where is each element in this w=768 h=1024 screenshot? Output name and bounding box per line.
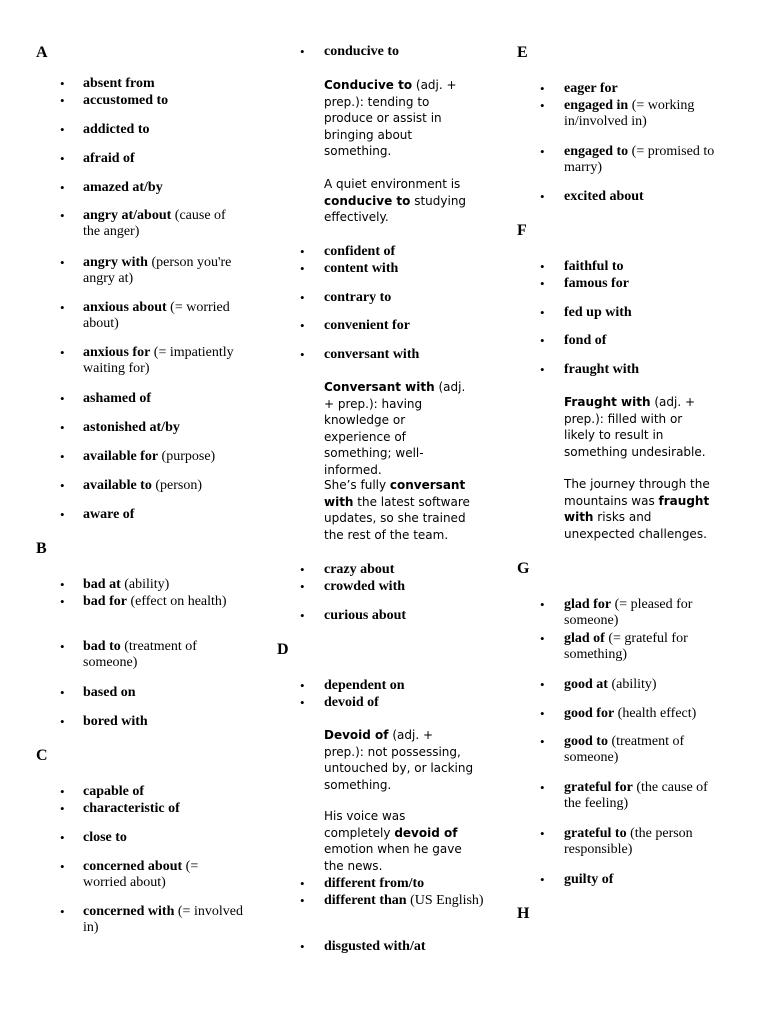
term: bad for — [83, 594, 127, 609]
term: bad to — [83, 639, 121, 654]
list-item — [540, 826, 724, 858]
term: aware of — [83, 507, 135, 522]
list-item-text — [83, 714, 243, 730]
bullet-icon: • — [60, 685, 65, 700]
list-item-text — [83, 639, 243, 671]
list-item-text — [83, 93, 243, 109]
list-item — [60, 208, 243, 240]
note-text: A quiet environment is — [324, 177, 461, 191]
list-item-text — [83, 685, 243, 701]
list-item — [60, 420, 243, 436]
bullet-icon: • — [540, 362, 545, 377]
bullet-icon: • — [60, 859, 65, 874]
list-item — [60, 255, 243, 287]
list-item — [60, 76, 243, 92]
list-item — [540, 259, 724, 275]
list-item — [60, 391, 243, 407]
list-item — [540, 362, 724, 378]
bullet-icon: • — [60, 255, 65, 270]
bullet-icon: • — [540, 98, 545, 113]
bullet-icon: • — [300, 347, 305, 362]
list-item-text — [324, 893, 484, 909]
list-item — [60, 507, 243, 523]
section-heading: F — [517, 222, 527, 239]
list-item — [540, 81, 724, 97]
list-item-text — [564, 259, 724, 275]
bullet-icon: • — [540, 305, 545, 320]
term: disgusted with/at — [324, 939, 426, 954]
list-item — [60, 345, 243, 377]
list-item-text — [564, 305, 724, 321]
bullet-icon: • — [60, 594, 65, 609]
list-item-text — [564, 144, 724, 176]
term: engaged to — [564, 144, 629, 159]
list-item-text — [324, 44, 484, 60]
note-text: risks and unexpected challenges. — [564, 510, 707, 541]
bullet-icon: • — [60, 180, 65, 195]
list-item — [300, 579, 484, 595]
list-item-text — [83, 122, 243, 138]
list-item — [60, 784, 243, 800]
term: grateful to — [564, 826, 627, 841]
definition-note — [324, 808, 474, 874]
bullet-icon: • — [300, 579, 305, 594]
list-item-text — [324, 347, 484, 363]
list-item-text — [83, 391, 243, 407]
bullet-icon: • — [540, 333, 545, 348]
term: anxious for — [83, 345, 151, 360]
list-item — [540, 872, 724, 888]
term: glad of — [564, 631, 605, 646]
list-item-text — [83, 420, 243, 436]
definition-note — [324, 77, 474, 160]
term: crowded with — [324, 579, 406, 594]
term: astonished at/by — [83, 420, 180, 435]
list-item — [60, 685, 243, 701]
term-gloss: (= impatiently waiting for) — [83, 345, 234, 376]
list-item — [300, 939, 484, 955]
term: bad at — [83, 577, 121, 592]
term: crazy about — [324, 562, 395, 577]
bullet-icon: • — [60, 784, 65, 799]
list-item — [60, 180, 243, 196]
term: guilty of — [564, 872, 614, 887]
note-bold: Conducive to — [324, 78, 413, 92]
term: good for — [564, 706, 615, 721]
term: close to — [83, 830, 127, 845]
term: available to — [83, 478, 152, 493]
list-item-text — [564, 677, 724, 693]
bullet-icon: • — [540, 780, 545, 795]
term: contrary to — [324, 290, 392, 305]
bullet-icon: • — [60, 122, 65, 137]
bullet-icon: • — [300, 939, 305, 954]
note-text: The journey through the mountains was — [564, 477, 710, 508]
list-item — [60, 830, 243, 846]
list-item-text — [564, 98, 724, 130]
bullet-icon: • — [540, 597, 545, 612]
bullet-icon: • — [540, 631, 545, 646]
term: bored with — [83, 714, 148, 729]
note-text: (adj. + prep.): filled with or likely to result in something undesirable. — [564, 395, 706, 459]
list-item-text — [564, 734, 724, 766]
term-gloss: (= worried about) — [83, 300, 230, 331]
bullet-icon: • — [540, 81, 545, 96]
list-item-text — [564, 81, 724, 97]
list-item — [60, 93, 243, 109]
list-item — [540, 780, 724, 812]
bullet-icon: • — [540, 826, 545, 841]
section-heading: H — [517, 905, 530, 922]
bullet-icon: • — [300, 678, 305, 693]
list-item — [540, 333, 724, 349]
term: convenient for — [324, 318, 410, 333]
bullet-icon: • — [60, 345, 65, 360]
note-text: (adj. + prep.): not possessing, untouched by, or lacking something. — [324, 728, 474, 792]
list-item — [60, 449, 243, 465]
list-item — [300, 244, 484, 260]
bullet-icon: • — [60, 449, 65, 464]
term: eager for — [564, 81, 618, 96]
term: ashamed of — [83, 391, 152, 406]
bullet-icon: • — [60, 76, 65, 91]
list-item — [540, 677, 724, 693]
list-item-text — [83, 478, 243, 494]
list-item — [60, 639, 243, 671]
list-item-text — [83, 784, 243, 800]
list-item — [300, 261, 484, 277]
term: anxious about — [83, 300, 167, 315]
list-item-text — [324, 562, 484, 578]
bullet-icon: • — [540, 677, 545, 692]
definition-note — [324, 379, 474, 478]
term-gloss: (= working in/involved in) — [564, 98, 695, 129]
bullet-icon: • — [300, 608, 305, 623]
section-heading: E — [517, 44, 528, 61]
list-item-text — [564, 276, 724, 292]
list-item — [60, 151, 243, 167]
term-gloss: (cause of the anger) — [83, 208, 226, 239]
list-item — [540, 631, 724, 663]
section-heading: A — [36, 44, 48, 61]
list-item-text — [564, 780, 724, 812]
term: fond of — [564, 333, 607, 348]
list-item-text — [83, 255, 243, 287]
term: different than — [324, 893, 407, 908]
note-bold: Conversant with — [324, 380, 435, 394]
term: accustomed to — [83, 93, 169, 108]
term-gloss: (ability) — [120, 577, 170, 592]
term-gloss: (ability) — [607, 677, 657, 692]
list-item — [300, 290, 484, 306]
term: excited about — [564, 189, 644, 204]
term-gloss: (= pleased for someone) — [564, 597, 693, 628]
term: curious about — [324, 608, 407, 623]
term: angry at/about — [83, 208, 172, 223]
term: addicted to — [83, 122, 150, 137]
bullet-icon: • — [60, 801, 65, 816]
list-item-text — [324, 318, 484, 334]
note-text: (adj. + prep.): tending to produce or assist in bringing about something. — [324, 78, 457, 158]
list-item — [540, 144, 724, 176]
list-item-text — [324, 579, 484, 595]
note-text: the latest software updates, so she trained the rest of the team. — [324, 494, 470, 542]
list-item — [60, 300, 243, 332]
note-text: (adj. + prep.): having knowledge or experience of something; well-informed. — [324, 380, 466, 477]
note-bold: Fraught with — [564, 395, 651, 409]
list-item-text — [83, 76, 243, 92]
bullet-icon: • — [60, 478, 65, 493]
term: amazed at/by — [83, 180, 163, 195]
bullet-icon: • — [300, 562, 305, 577]
term-gloss: (health effect) — [614, 706, 697, 721]
note-text: She’s fully — [324, 478, 390, 492]
definition-note — [324, 176, 474, 226]
bullet-icon: • — [60, 507, 65, 522]
note-text: His voice was completely — [324, 809, 406, 840]
list-item — [540, 98, 724, 130]
bullet-icon: • — [300, 318, 305, 333]
list-item — [60, 714, 243, 730]
list-item-text — [564, 597, 724, 629]
list-item-text — [564, 189, 724, 205]
bullet-icon: • — [300, 876, 305, 891]
list-item-text — [83, 449, 243, 465]
list-item-text — [324, 678, 484, 694]
term: fraught with — [564, 362, 640, 377]
bullet-icon: • — [540, 259, 545, 274]
bullet-icon: • — [60, 300, 65, 315]
term: conversant with — [324, 347, 420, 362]
list-item-text — [564, 631, 724, 663]
note-bold: conducive to — [324, 193, 411, 208]
term: afraid of — [83, 151, 135, 166]
bullet-icon: • — [540, 189, 545, 204]
term: confident of — [324, 244, 396, 259]
list-item — [540, 305, 724, 321]
term: concerned with — [83, 904, 175, 919]
list-item — [300, 876, 484, 892]
list-item-text — [564, 872, 724, 888]
list-item-text — [83, 801, 243, 817]
bullet-icon: • — [60, 420, 65, 435]
term: glad for — [564, 597, 612, 612]
list-item-text — [324, 261, 484, 277]
bullet-icon: • — [60, 391, 65, 406]
list-item — [60, 478, 243, 494]
bullet-icon: • — [60, 577, 65, 592]
bullet-icon: • — [300, 261, 305, 276]
term: capable of — [83, 784, 145, 799]
list-item-text — [83, 300, 243, 332]
term: famous for — [564, 276, 629, 291]
list-item — [60, 801, 243, 817]
list-item — [300, 608, 484, 624]
bullet-icon: • — [300, 893, 305, 908]
bullet-icon: • — [60, 93, 65, 108]
bullet-icon: • — [60, 639, 65, 654]
list-item-text — [83, 208, 243, 240]
list-item — [540, 276, 724, 292]
term: devoid of — [324, 695, 379, 710]
list-item — [300, 44, 484, 60]
term: characteristic of — [83, 801, 180, 816]
section-heading: B — [36, 540, 47, 557]
list-item — [540, 706, 724, 722]
term: dependent on — [324, 678, 405, 693]
bullet-icon: • — [60, 151, 65, 166]
list-item-text — [83, 594, 243, 610]
definition-note — [564, 476, 714, 542]
list-item-text — [324, 876, 484, 892]
term-gloss: (the person responsible) — [564, 826, 693, 857]
list-item-text — [564, 362, 724, 378]
list-item — [300, 562, 484, 578]
term-gloss: (person you're angry at) — [83, 255, 232, 286]
term-gloss: (the cause of the feeling) — [564, 780, 708, 811]
term-gloss: (= worried about) — [83, 859, 199, 890]
term: available for — [83, 449, 159, 464]
term: absent from — [83, 76, 155, 91]
bullet-icon: • — [60, 208, 65, 223]
section-heading: G — [517, 560, 530, 577]
list-item-text — [564, 826, 724, 858]
list-item-text — [83, 151, 243, 167]
list-item — [300, 695, 484, 711]
list-item-text — [83, 507, 243, 523]
term: faithful to — [564, 259, 624, 274]
definition-note — [564, 394, 714, 460]
term: content with — [324, 261, 399, 276]
bullet-icon: • — [540, 734, 545, 749]
term: good to — [564, 734, 608, 749]
definition-note — [324, 727, 474, 793]
list-item — [540, 189, 724, 205]
bullet-icon: • — [300, 290, 305, 305]
bullet-icon: • — [60, 904, 65, 919]
bullet-icon: • — [60, 830, 65, 845]
list-item — [300, 893, 484, 909]
list-item-text — [564, 706, 724, 722]
bullet-icon: • — [540, 144, 545, 159]
term-gloss: (US English) — [406, 893, 484, 908]
note-bold: fraught with — [564, 493, 710, 524]
bullet-icon: • — [60, 714, 65, 729]
definition-note — [324, 477, 474, 543]
term: based on — [83, 685, 136, 700]
list-item — [300, 678, 484, 694]
note-text: studying effectively. — [324, 193, 467, 224]
term-gloss: (purpose) — [158, 449, 216, 464]
list-item — [60, 859, 243, 891]
section-heading: D — [277, 641, 289, 658]
list-item-text — [83, 904, 243, 936]
list-item-text — [83, 859, 243, 891]
list-item — [60, 577, 243, 593]
list-item-text — [324, 244, 484, 260]
section-heading: C — [36, 747, 48, 764]
list-item-text — [324, 939, 484, 955]
term: different from/to — [324, 876, 425, 891]
list-item — [540, 734, 724, 766]
bullet-icon: • — [300, 44, 305, 59]
term-gloss: (effect on health) — [126, 594, 227, 609]
term-gloss: (treatment of someone) — [564, 734, 685, 765]
list-item — [300, 318, 484, 334]
term-gloss: (treatment of someone) — [83, 639, 197, 670]
bullet-icon: • — [300, 244, 305, 259]
bullet-icon: • — [540, 276, 545, 291]
list-item — [60, 594, 243, 610]
note-bold: Devoid of — [324, 728, 389, 742]
bullet-icon: • — [540, 706, 545, 721]
term: angry with — [83, 255, 148, 270]
list-item-text — [83, 830, 243, 846]
list-item-text — [324, 290, 484, 306]
term-gloss: (person) — [151, 478, 202, 493]
list-item — [60, 122, 243, 138]
list-item — [540, 597, 724, 629]
term-gloss: (= involved in) — [83, 904, 243, 935]
list-item-text — [324, 608, 484, 624]
note-text: emotion when he gave the news. — [324, 842, 462, 873]
term: fed up with — [564, 305, 632, 320]
list-item-text — [564, 333, 724, 349]
term: good at — [564, 677, 608, 692]
bullet-icon: • — [540, 872, 545, 887]
term-gloss: (= promised to marry) — [564, 144, 715, 175]
bullet-icon: • — [300, 695, 305, 710]
list-item-text — [83, 180, 243, 196]
list-item-text — [83, 577, 243, 593]
term: conducive to — [324, 44, 400, 59]
term: engaged in — [564, 98, 629, 113]
term: grateful for — [564, 780, 633, 795]
term: concerned about — [83, 859, 183, 874]
list-item — [60, 904, 243, 936]
list-item — [300, 347, 484, 363]
note-bold: conversant with — [324, 478, 466, 509]
note-bold: devoid of — [394, 825, 458, 840]
list-item-text — [83, 345, 243, 377]
list-item-text — [324, 695, 484, 711]
term-gloss: (= grateful for something) — [564, 631, 688, 662]
